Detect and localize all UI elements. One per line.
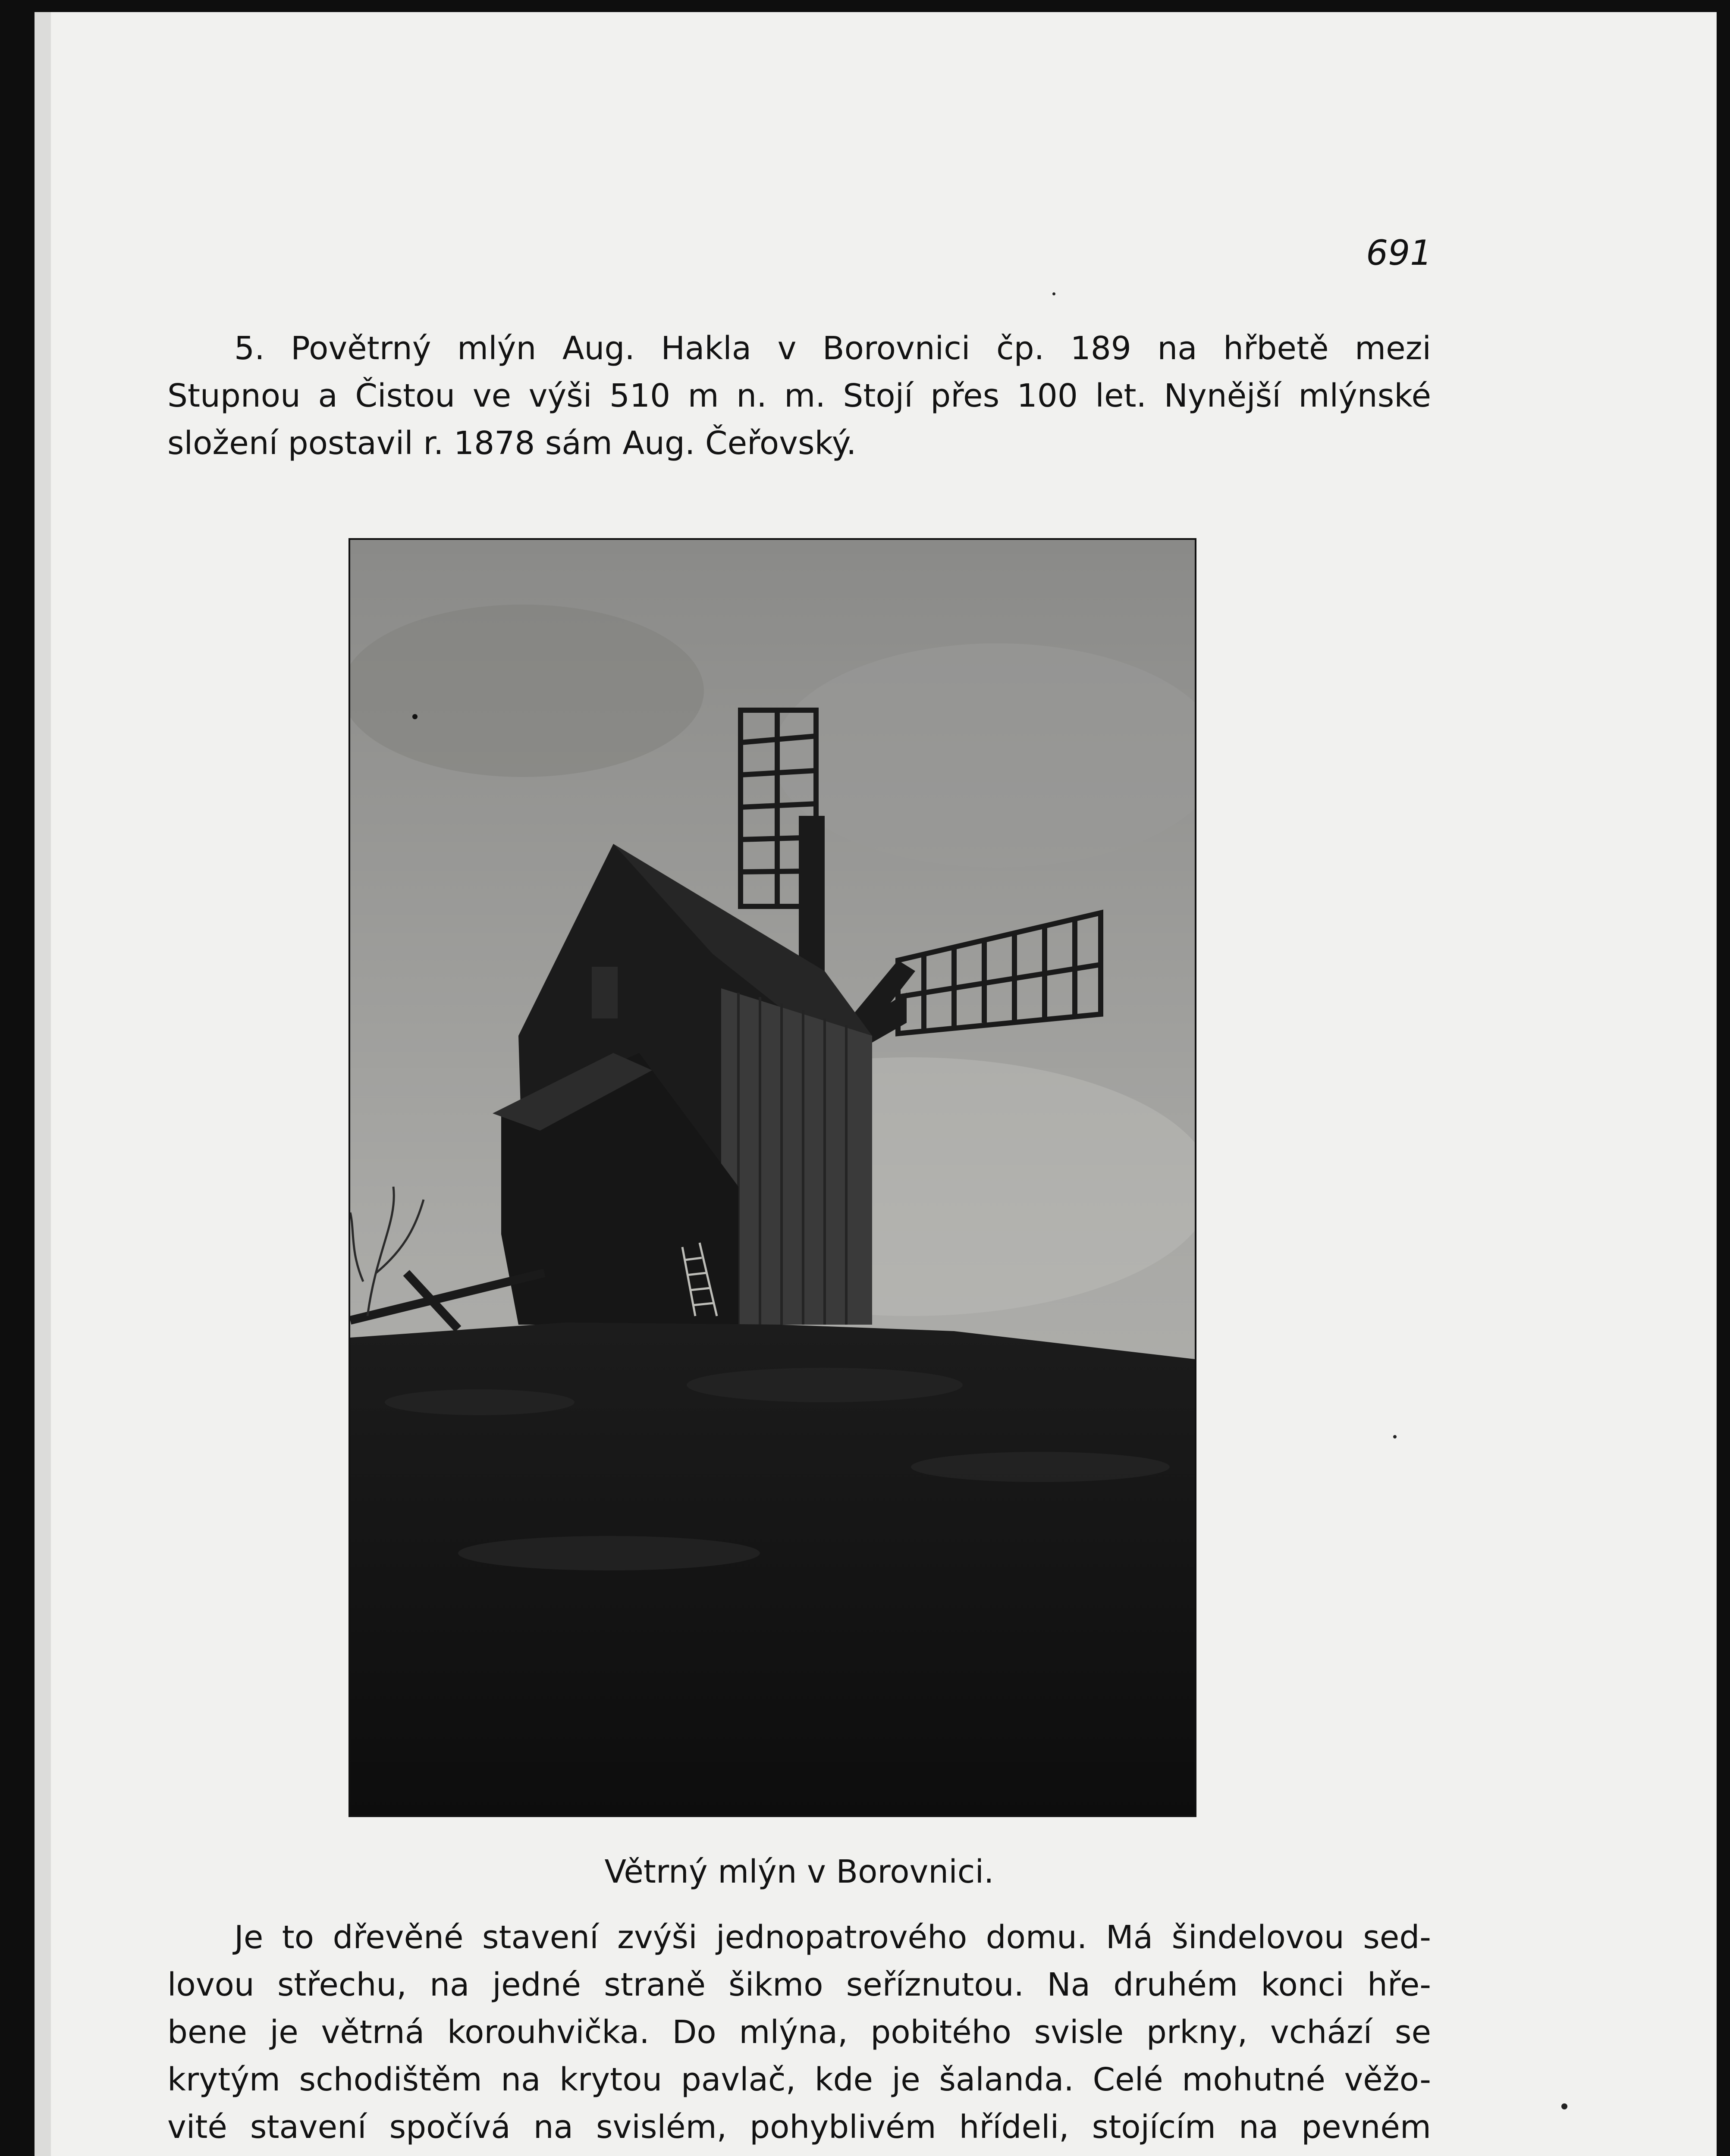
body-line: lovou střechu, na jedné straně šikmo seříznutou. Na druhém konci hře- (167, 1966, 1431, 2003)
intro-line: 5. Povětrný mlýn Aug. Hakla v Borovnici čp. 189 na hřbetě mezi (234, 330, 1431, 367)
figure-caption: Větrný mlýn v Borovnici. (604, 1853, 994, 1890)
dust-speck (1561, 2103, 1567, 2109)
intro-line: Stupnou a Čistou ve výši 510 m n. m. Stojí přes 100 let. Nynější mlýnské (167, 377, 1431, 414)
page-gutter (35, 12, 51, 2156)
body-paragraph (167, 1914, 1431, 2151)
body-line: vité stavení spočívá na svislém, pohyblivém hřídeli, stojícím na pevném (167, 2109, 1431, 2146)
page-number: 691 (1366, 233, 1432, 273)
dust-speck (1052, 292, 1055, 295)
body-line: bene je větrná korouhvička. Do mlýna, pobitého svisle prkny, vchází se (167, 2014, 1431, 2051)
intro-paragraph (167, 325, 1431, 467)
book-page (35, 12, 1717, 2156)
body-line: krytým schodištěm na krytou pavlač, kde je šalanda. Celé mohutné věžo- (167, 2061, 1431, 2098)
body-line: Je to dřevěné stavení zvýši jednopatrového domu. Má šindelovou sed- (234, 1919, 1431, 1956)
dust-speck (1393, 1435, 1397, 1438)
windmill-photo (349, 538, 1196, 1817)
intro-line: složení postavil r. 1878 sám Aug. Čeřovský. (167, 425, 857, 462)
